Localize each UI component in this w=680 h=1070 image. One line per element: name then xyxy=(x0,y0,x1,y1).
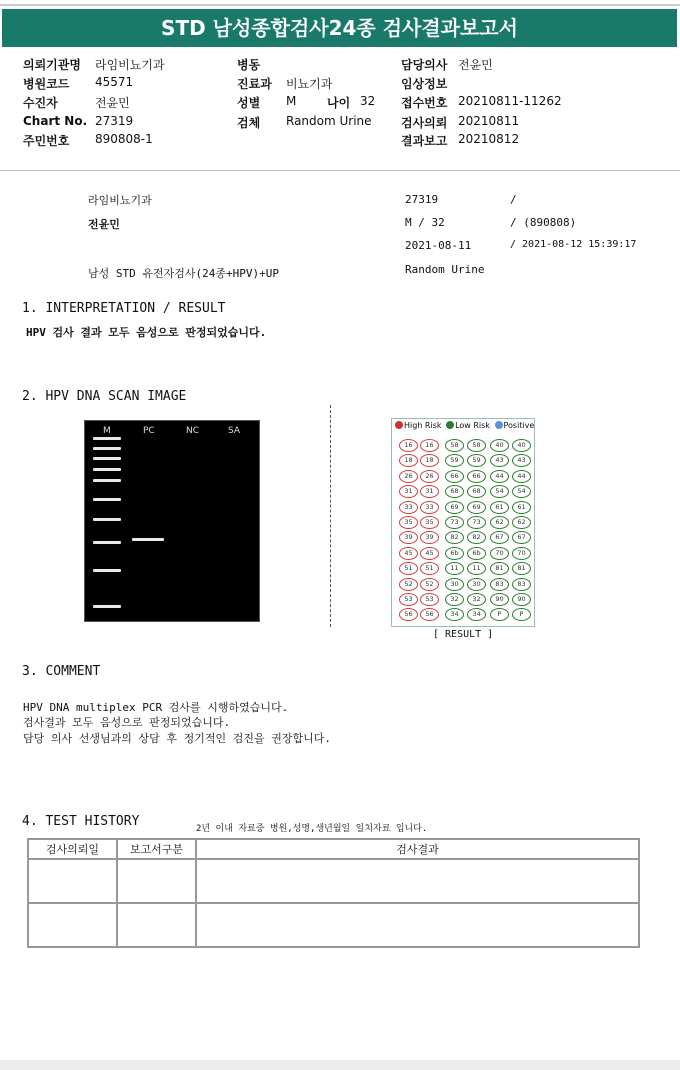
hpv-type-cell: 66 xyxy=(445,470,464,483)
summary-report-datetime: / 2021-08-12 15:39:17 xyxy=(510,239,637,250)
history-table xyxy=(27,838,640,948)
section2-title: 2. HPV DNA SCAN IMAGE xyxy=(22,389,187,404)
header-divider xyxy=(0,170,680,171)
marker-band xyxy=(93,437,121,440)
summary-test-name: 남성 STD 유전자검사(24종+HPV)+UP xyxy=(88,267,279,280)
hpv-type-cell: 44 xyxy=(490,470,509,483)
hpv-type-cell: P xyxy=(512,608,531,621)
hpv-type-cell: 70 xyxy=(490,547,509,560)
receipt-value: 20210811-11262 xyxy=(458,94,562,108)
hpv-type-cell: 6b xyxy=(467,547,486,560)
image-divider xyxy=(330,405,331,627)
hpv-type-cell: 11 xyxy=(467,562,486,575)
hpv-type-cell: 34 xyxy=(445,608,464,621)
ward-label: 병동 xyxy=(237,58,261,72)
hpv-type-cell: 58 xyxy=(445,439,464,452)
hpv-type-cell: 83 xyxy=(490,578,509,591)
hpv-type-cell: 51 xyxy=(420,562,439,575)
hpv-type-cell: 68 xyxy=(445,485,464,498)
gel-image xyxy=(84,420,260,622)
report-value: 20210812 xyxy=(458,132,520,146)
hpv-type-cell: 58 xyxy=(467,439,486,452)
age-label: 나이 xyxy=(327,96,351,110)
marker-band xyxy=(93,498,121,501)
hpv-type-cell: 30 xyxy=(467,578,486,591)
positive-dot-icon xyxy=(495,421,503,429)
hpv-type-cell: 70 xyxy=(512,547,531,560)
hpv-type-cell: 52 xyxy=(399,578,418,591)
hpv-type-cell: 66 xyxy=(467,470,486,483)
chart-label: Chart No. xyxy=(23,114,88,128)
history-header-row xyxy=(28,839,639,859)
hpv-type-cell: 34 xyxy=(467,608,486,621)
gel-lane-label: PC xyxy=(143,426,155,436)
hpv-type-cell: 61 xyxy=(490,501,509,514)
hospital-code-label: 병원코드 xyxy=(23,77,70,91)
hpv-type-cell: 69 xyxy=(445,501,464,514)
hpv-type-cell: 18 xyxy=(420,454,439,467)
hpv-type-cell: 54 xyxy=(490,485,509,498)
hpv-type-cell: 40 xyxy=(490,439,509,452)
hpv-type-cell: 39 xyxy=(420,531,439,544)
hpv-type-cell: 68 xyxy=(467,485,486,498)
low-risk-dot-icon xyxy=(446,421,454,429)
hpv-type-cell: 62 xyxy=(490,516,509,529)
report-title: STD 남성종합검사24종 검사결과보고서 xyxy=(2,9,677,47)
marker-band xyxy=(93,457,121,460)
specimen-value: Random Urine xyxy=(286,114,372,128)
request-value: 20210811 xyxy=(458,114,520,128)
hospital-code-value: 45571 xyxy=(95,75,134,89)
request-label: 검사의뢰 xyxy=(401,116,448,130)
hpv-type-cell: 59 xyxy=(467,454,486,467)
hpv-type-cell: 53 xyxy=(420,593,439,606)
hpv-type-cell: 35 xyxy=(420,516,439,529)
hpv-type-cell: 39 xyxy=(399,531,418,544)
hpv-type-cell: 59 xyxy=(445,454,464,467)
summary-chart: 27319 xyxy=(405,193,439,206)
high-risk-dot-icon xyxy=(395,421,403,429)
pc-band xyxy=(132,538,164,541)
comment-line: 검사결과 모두 음성으로 판정되었습니다. xyxy=(23,716,231,729)
marker-band xyxy=(93,447,121,450)
hpv-type-cell: 40 xyxy=(512,439,531,452)
hpv-type-cell: 81 xyxy=(490,562,509,575)
hpv-type-cell: 33 xyxy=(399,501,418,514)
gel-lane-label: SA xyxy=(228,426,241,436)
gel-lane-label: M xyxy=(103,426,111,436)
hpv-type-cell: 67 xyxy=(490,531,509,544)
hpv-type-cell: 43 xyxy=(512,454,531,467)
clinical-label: 임상정보 xyxy=(401,77,448,91)
hpv-type-cell: 30 xyxy=(445,578,464,591)
legend-high-risk: High Risk xyxy=(404,421,442,430)
doctor-label: 담당의사 xyxy=(401,58,448,72)
patient-label: 수진자 xyxy=(23,96,58,110)
hpv-type-cell: 45 xyxy=(420,547,439,560)
hpv-type-cell: 16 xyxy=(399,439,418,452)
section3-title: 3. COMMENT xyxy=(22,664,101,679)
summary-req-date: 2021-08-11 xyxy=(405,239,472,252)
hpv-type-cell: 83 xyxy=(512,578,531,591)
hpv-type-cell: 61 xyxy=(512,501,531,514)
hpv-type-cell: 67 xyxy=(512,531,531,544)
hpv-type-cell: 6b xyxy=(445,547,464,560)
hpv-type-cell: 54 xyxy=(512,485,531,498)
marker-band xyxy=(93,569,121,572)
hpv-type-cell: 51 xyxy=(399,562,418,575)
hpv-type-cell: 11 xyxy=(445,562,464,575)
hpv-type-cell: P xyxy=(490,608,509,621)
marker-band xyxy=(93,541,121,544)
section1-title: 1. INTERPRETATION / RESULT xyxy=(22,301,226,316)
summary-sexage: M / 32 xyxy=(405,216,445,229)
history-col-result: 검사결과 xyxy=(196,839,639,859)
hpv-type-cell: 35 xyxy=(399,516,418,529)
hpv-type-cell: 32 xyxy=(467,593,486,606)
table-row xyxy=(28,859,639,903)
hpv-type-cell: 82 xyxy=(467,531,486,544)
hpv-type-cell: 43 xyxy=(490,454,509,467)
sex-label: 성별 xyxy=(237,96,261,110)
interpretation-text: HPV 검사 결과 모두 음성으로 판정되었습니다. xyxy=(26,326,267,339)
patient-value: 전윤민 xyxy=(95,96,130,110)
marker-band xyxy=(93,605,121,608)
comment-line: 담당 의사 선생님과의 상담 후 정기적인 검진을 권장합니다. xyxy=(23,732,332,745)
comment-line: HPV DNA multiplex PCR 검사를 시행하였습니다. xyxy=(23,701,289,714)
summary-clinic: 라임비뇨기과 xyxy=(88,194,152,207)
hpv-type-cell: 56 xyxy=(399,608,418,621)
hpv-type-cell: 33 xyxy=(420,501,439,514)
hpv-type-cell: 53 xyxy=(399,593,418,606)
marker-band xyxy=(93,468,121,471)
history-col-request-date: 검사의뢰일 xyxy=(28,839,117,859)
hpv-type-cell: 82 xyxy=(445,531,464,544)
hpv-type-cell: 18 xyxy=(399,454,418,467)
top-border xyxy=(0,4,680,6)
hpv-type-cell: 69 xyxy=(467,501,486,514)
hpv-type-cell: 26 xyxy=(420,470,439,483)
rrn-value: 890808-1 xyxy=(95,132,153,146)
hpv-type-cell: 90 xyxy=(490,593,509,606)
hpv-type-cell: 73 xyxy=(467,516,486,529)
dept-label: 진료과 xyxy=(237,77,272,91)
doctor-value: 전윤민 xyxy=(458,58,493,72)
result-label: [ RESULT ] xyxy=(433,629,494,640)
legend-low-risk: Low Risk xyxy=(455,421,490,430)
hpv-type-cell: 62 xyxy=(512,516,531,529)
summary-slash: / xyxy=(510,193,517,206)
dept-value: 비뇨기과 xyxy=(286,77,333,91)
section4-title: 4. TEST HISTORY xyxy=(22,814,140,829)
age-value: 32 xyxy=(360,94,376,108)
chart-value: 27319 xyxy=(95,114,134,128)
hpv-type-cell: 31 xyxy=(420,485,439,498)
summary-name: 전윤민 xyxy=(88,218,120,231)
table-row xyxy=(28,903,639,947)
hpv-type-cell: 81 xyxy=(512,562,531,575)
hpv-type-cell: 31 xyxy=(399,485,418,498)
history-col-report-type: 보고서구분 xyxy=(117,839,196,859)
hpv-type-cell: 52 xyxy=(420,578,439,591)
hpv-type-cell: 45 xyxy=(399,547,418,560)
hpv-type-cell: 90 xyxy=(512,593,531,606)
marker-band xyxy=(93,479,121,482)
history-note: 2년 이내 자료중 병원,성명,생년월일 일치자료 입니다. xyxy=(196,824,428,834)
marker-band xyxy=(93,518,121,521)
summary-specimen: Random Urine xyxy=(405,263,485,276)
hpv-result-grid xyxy=(391,418,535,627)
grid-legend xyxy=(395,421,534,430)
hpv-type-cell: 16 xyxy=(420,439,439,452)
hpv-type-cell: 44 xyxy=(512,470,531,483)
hpv-type-cell: 73 xyxy=(445,516,464,529)
institution-value: 라임비뇨기과 xyxy=(95,58,165,72)
sex-value: M xyxy=(286,94,297,108)
institution-label: 의뢰기관명 xyxy=(23,58,81,72)
rrn-label: 주민번호 xyxy=(23,134,70,148)
specimen-label: 검체 xyxy=(237,116,261,130)
hpv-type-cell: 32 xyxy=(445,593,464,606)
gel-lane-label: NC xyxy=(186,426,200,436)
hpv-type-cell: 26 xyxy=(399,470,418,483)
hpv-type-cell: 56 xyxy=(420,608,439,621)
legend-positive: Positive xyxy=(503,421,535,430)
summary-birth: / (890808) xyxy=(510,216,577,229)
receipt-label: 접수번호 xyxy=(401,96,448,110)
report-label: 결과보고 xyxy=(401,134,448,148)
